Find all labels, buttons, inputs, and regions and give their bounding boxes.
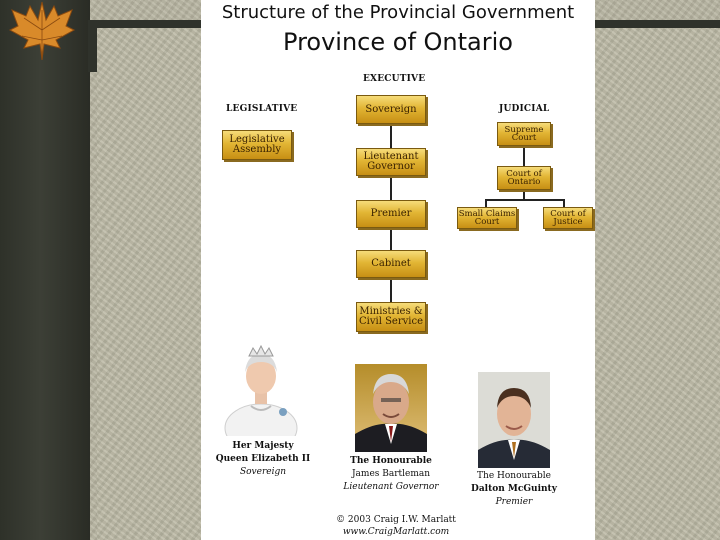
copyright-text: © 2003 Craig I.W. Marlatt [336,515,456,525]
portrait-dalton-mcguinty [478,372,550,468]
heading-legislative: LEGISLATIVE [226,104,298,114]
dark-side-panel [0,0,90,540]
connector [485,199,487,207]
box-court-of-ontario: Court of Ontario [497,166,551,190]
website-link[interactable]: www.CraigMarlatt.com [342,527,450,537]
caption-role: Sovereign [239,467,287,477]
box-court-of-justice: Court of Justice [543,207,593,229]
caption-name: James Bartleman [351,469,431,479]
caption-role: Lieutenant Governor [343,482,439,492]
caption-title: Her Majesty [232,441,294,451]
box-legislative-assembly: Legislative Assembly [222,130,292,160]
heading-executive: EXECUTIVE [363,74,426,84]
connector [390,228,392,250]
box-ministries-civil-service: Ministries & Civil Service [356,302,426,332]
caption-role: Premier [495,497,533,507]
caption-title: The Honourable [477,471,551,481]
caption-name: Queen Elizabeth II [215,454,311,464]
connector [390,278,392,302]
portrait-james-bartleman [355,364,427,452]
box-sovereign: Sovereign [356,95,426,124]
caption-queen-elizabeth [209,440,317,479]
caption-dalton-mcguinty [459,470,569,509]
caption-james-bartleman [331,455,451,494]
org-chart-card [201,0,595,540]
heading-judicial: JUDICIAL [499,104,550,114]
connector [390,176,392,200]
chart-title: Structure of the Provincial Government [221,2,575,23]
box-premier: Premier [356,200,426,228]
portrait-queen-elizabeth [223,340,299,436]
caption-name: Dalton McGuinty [471,484,557,494]
copyright-notice [311,514,481,538]
box-lieutenant-governor: Lieutenant Governor [356,148,426,176]
connector [485,199,565,201]
connector [563,199,565,207]
box-supreme-court: Supreme Court [497,122,551,146]
box-cabinet: Cabinet [356,250,426,278]
box-small-claims-court: Small Claims Court [458,208,516,227]
connector [390,124,392,148]
caption-title: The Honourable [350,456,432,466]
connector [523,146,525,166]
maple-leaf-icon [2,0,82,62]
chart-subtitle: Province of Ontario [283,28,513,56]
